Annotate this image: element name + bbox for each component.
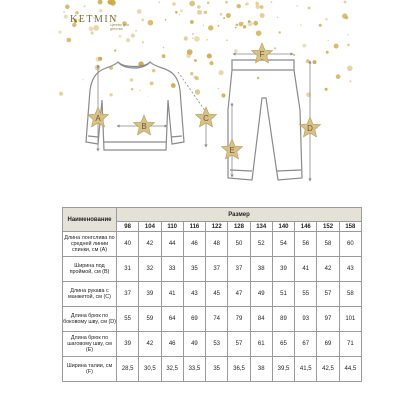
row-label: Длина рукава с манжетой, см (C) [63,282,117,307]
value-cell: 33 [161,257,183,282]
marker-letter: D [307,124,313,133]
table-row [63,282,362,307]
measure-line-c [178,72,206,112]
value-cell: 42 [139,232,161,257]
value-cell: 39,5 [272,357,294,382]
value-cell: 48 [206,232,228,257]
value-cell: 64 [161,307,183,332]
value-cell: 53 [206,332,228,357]
size-cell: 116 [183,222,205,232]
value-cell: 57 [228,332,250,357]
pants-drawing [228,60,302,180]
value-cell: 33,5 [183,357,205,382]
table-row [63,257,362,282]
value-cell: 28,5 [117,357,139,382]
value-cell: 49 [250,282,272,307]
value-cell: 39 [272,257,294,282]
value-cell: 55 [117,307,139,332]
value-cell: 39 [117,332,139,357]
value-cell: 69 [317,332,339,357]
value-cell: 32 [139,257,161,282]
value-cell: 41,5 [295,357,317,382]
value-cell: 41 [161,282,183,307]
value-cell: 60 [339,232,361,257]
size-cell: 98 [117,222,139,232]
value-cell: 67 [295,332,317,357]
value-cell: 56 [295,232,317,257]
size-cell: 128 [228,222,250,232]
value-cell: 35 [183,257,205,282]
value-cell: 40 [117,232,139,257]
value-cell: 37 [117,282,139,307]
row-label: Длина брюк по боковому шву, см (D) [63,307,117,332]
value-cell: 58 [339,282,361,307]
value-cell: 30,5 [139,357,161,382]
value-cell: 89 [272,307,294,332]
value-cell: 41 [295,257,317,282]
marker-letter: F [259,50,265,59]
value-cell: 49 [183,332,205,357]
value-cell: 54 [272,232,294,257]
value-cell: 45 [206,282,228,307]
value-cell: 31 [117,257,139,282]
value-cell: 93 [295,307,317,332]
value-cell: 59 [139,307,161,332]
row-label: Ширина под проймой, см (B) [63,257,117,282]
row-label: Ширина талии, см (F) [63,357,117,382]
value-cell: 37 [206,257,228,282]
value-cell: 43 [339,257,361,282]
value-cell: 51 [272,282,294,307]
table-row [63,307,362,332]
table-row [63,357,362,382]
marker-letter: A [95,114,101,123]
value-cell: 46 [161,332,183,357]
value-cell: 57 [317,282,339,307]
value-cell: 43 [183,282,205,307]
value-cell: 36,5 [228,357,250,382]
value-cell: 79 [228,307,250,332]
value-cell: 42,5 [317,357,339,382]
value-cell: 55 [295,282,317,307]
value-cell: 44,5 [339,357,361,382]
value-cell: 37 [228,257,250,282]
brand-tagline: Ценник для детства [110,23,129,31]
size-cell: 140 [272,222,294,232]
brand-logo: KETMIN [70,14,118,25]
size-cell: 134 [250,222,272,232]
row-label: Длина лонгслива по средней линии спинки, см (A) [63,232,117,257]
value-cell: 50 [228,232,250,257]
size-cell: 152 [317,222,339,232]
marker-letter: C [203,114,209,123]
value-cell: 42 [317,257,339,282]
value-cell: 101 [339,307,361,332]
size-chart-table [62,207,362,382]
value-cell: 69 [183,307,205,332]
value-cell: 52 [250,232,272,257]
table-row [63,332,362,357]
marker-letter: E [229,146,235,155]
marker-letter: B [141,122,147,131]
value-cell: 97 [317,307,339,332]
value-cell: 74 [206,307,228,332]
size-cell: 146 [295,222,317,232]
longsleeve-drawing [86,62,184,150]
value-cell: 61 [250,332,272,357]
size-cell: 110 [161,222,183,232]
size-cell: 158 [339,222,361,232]
value-cell: 84 [250,307,272,332]
value-cell: 44 [161,232,183,257]
value-cell: 35 [206,357,228,382]
value-cell: 47 [228,282,250,307]
size-cell: 122 [206,222,228,232]
value-cell: 32,5 [161,357,183,382]
value-cell: 58 [317,232,339,257]
value-cell: 65 [272,332,294,357]
size-cell: 104 [139,222,161,232]
marker-star-b [134,115,155,135]
value-cell: 39 [139,282,161,307]
name-column-header: Наименование [63,208,117,232]
row-label: Длина брюк по шаговому шву, см (E) [63,332,117,357]
value-cell: 42 [139,332,161,357]
size-header: Размер [117,208,362,222]
value-cell: 71 [339,332,361,357]
table-row [63,232,362,257]
value-cell: 38 [250,357,272,382]
value-cell: 46 [183,232,205,257]
value-cell: 38 [250,257,272,282]
